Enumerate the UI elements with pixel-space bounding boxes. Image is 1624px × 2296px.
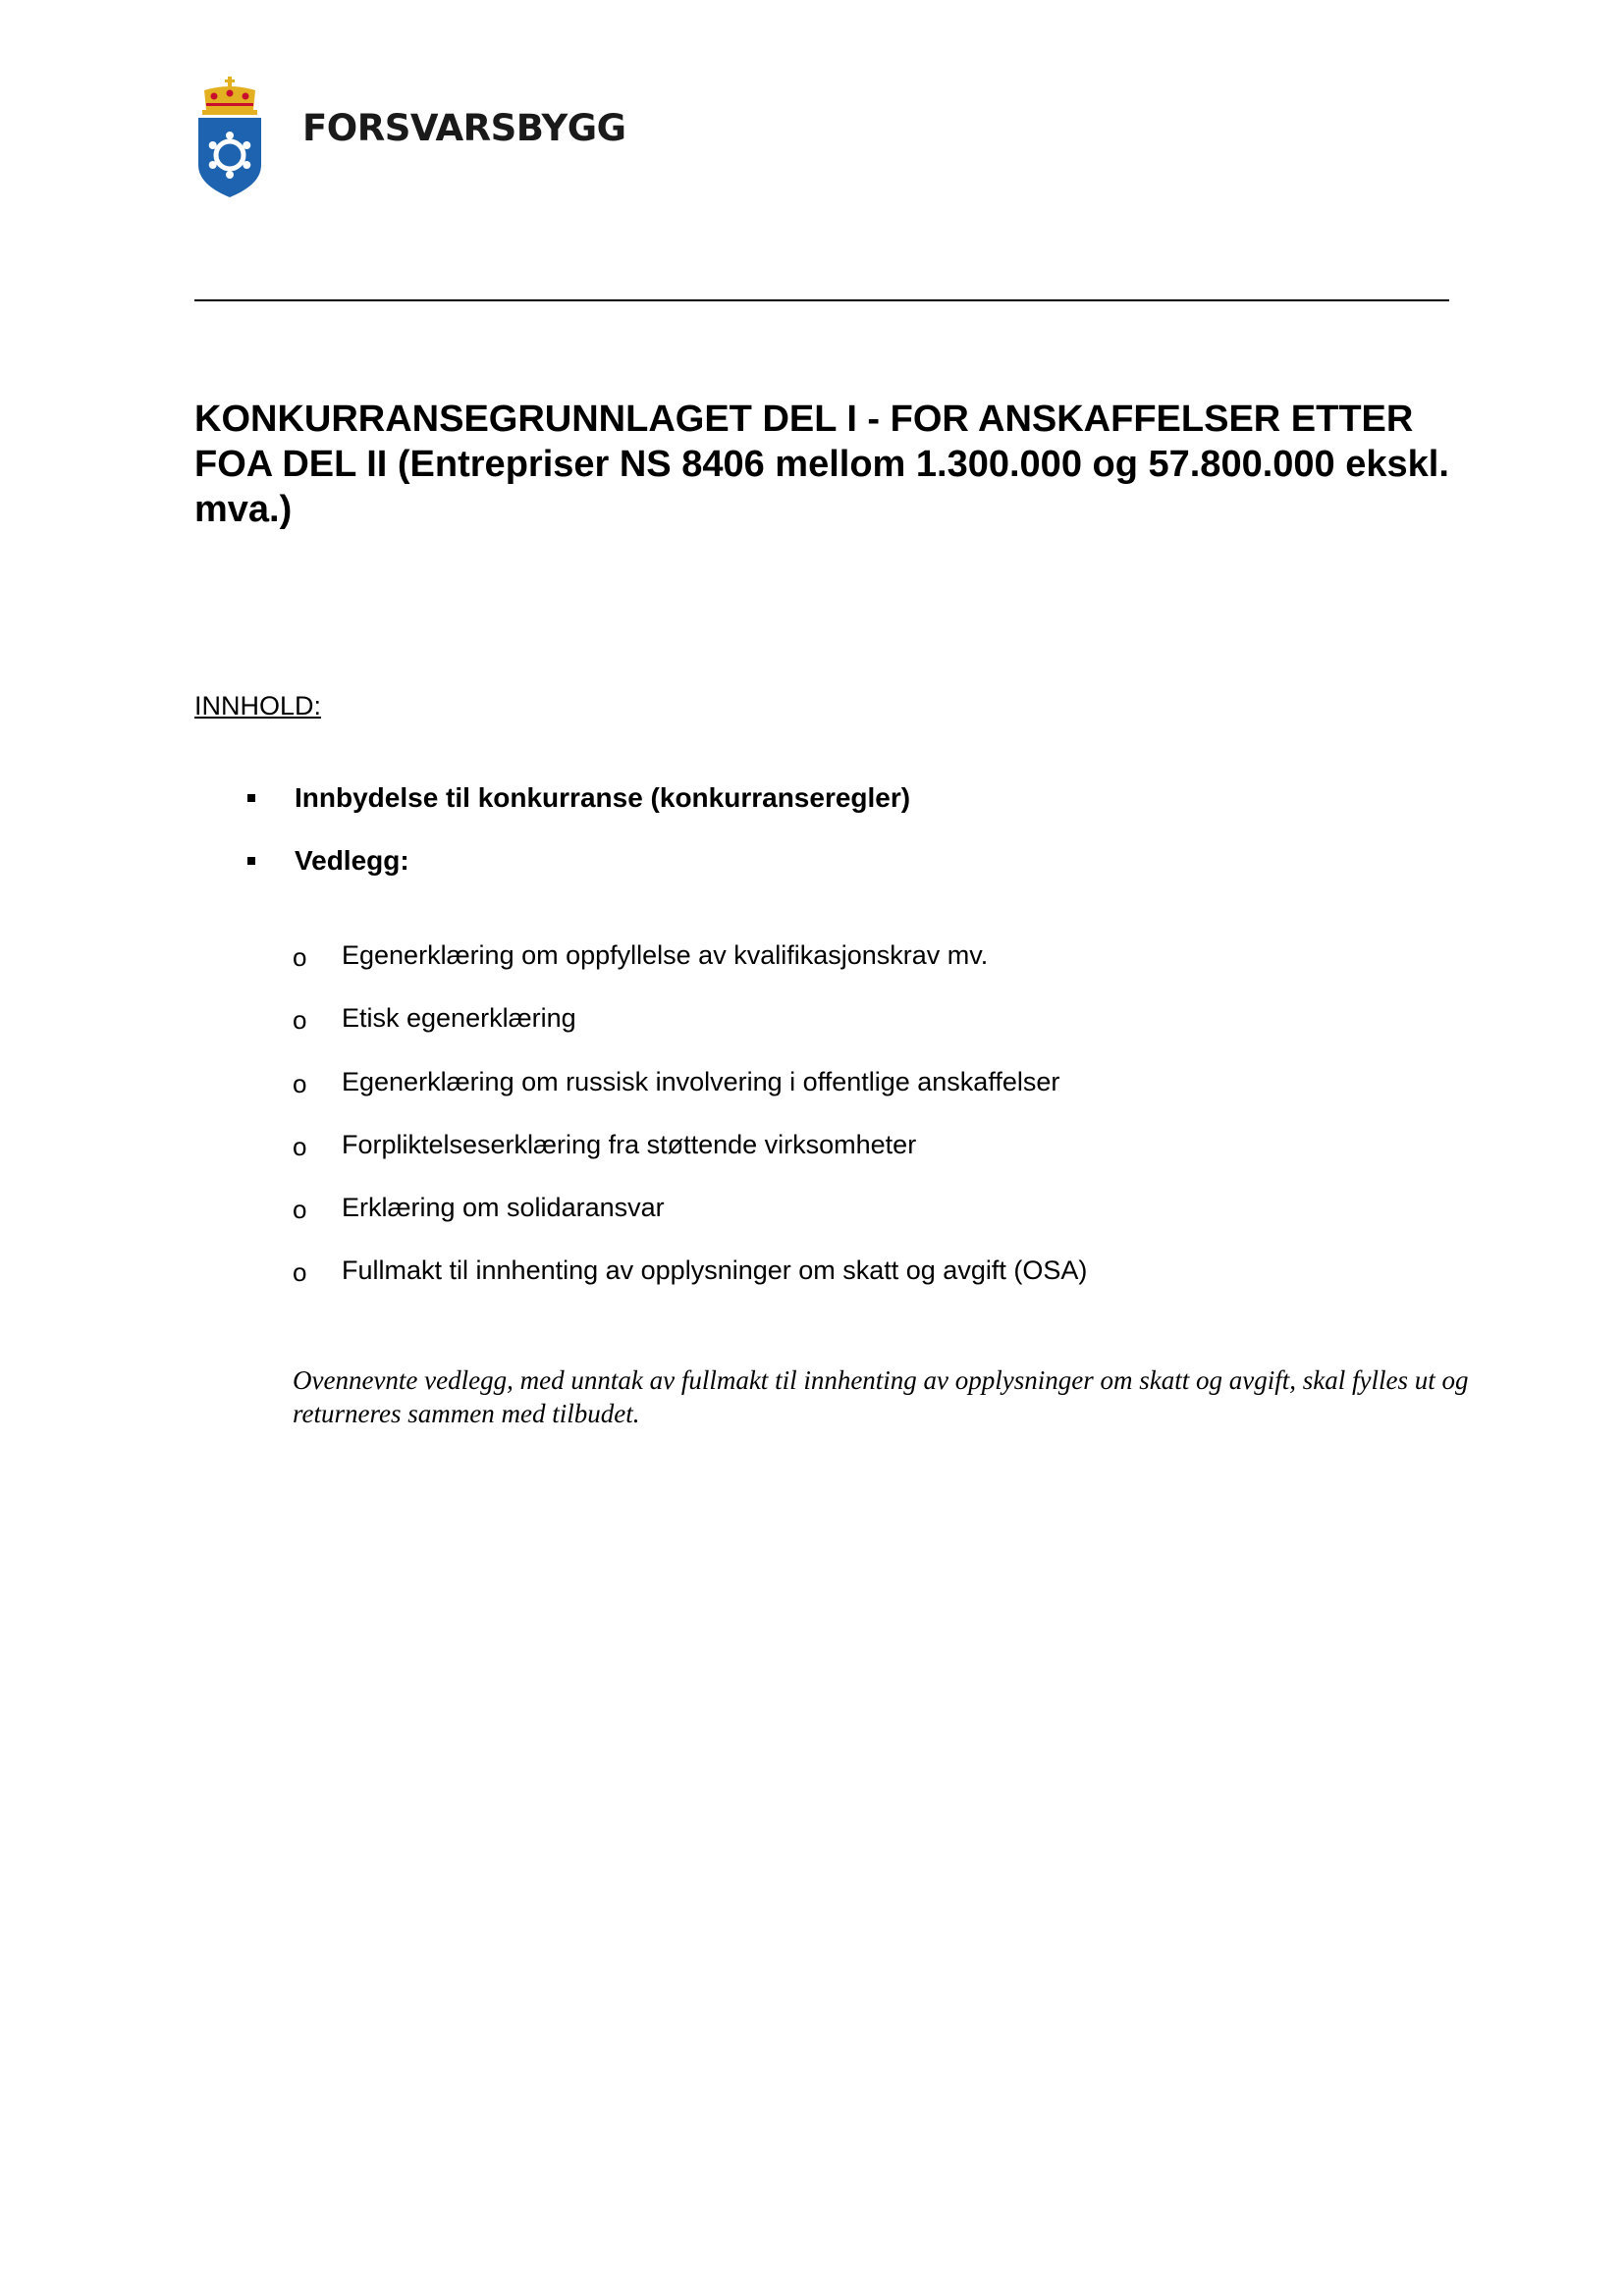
square-bullet-icon — [247, 794, 255, 802]
attachment-label: Fullmakt til innhenting av opplysninger om skatt og avgift (OSA) — [342, 1255, 1088, 1286]
document-title: KONKURRANSEGRUNNLAGET DEL I - FOR ANSKAFFELSER ETTER FOA DEL II (Entrepriser NS 8406 mellom 1.300.000 og 57.800.000 ekskl. mva.) — [194, 399, 1449, 530]
forsvarsbygg-crest-icon — [194, 77, 265, 199]
contents-item-label: Vedlegg: — [295, 845, 409, 876]
square-bullet-icon — [247, 857, 255, 865]
attachments-note: Ovennevnte vedlegg, med unntak av fullmakt til innhenting av opplysninger om skatt og avgift, skal fylles ut og returneres sammen med tilbudet. — [293, 1365, 1469, 1428]
circle-bullet-icon: o — [293, 1131, 307, 1161]
attachment-label: Erklæring om solidaransvar — [342, 1193, 665, 1223]
circle-bullet-icon: o — [293, 1005, 307, 1036]
brand-name: FORSVARSBYGG — [302, 107, 626, 149]
toc-heading: INNHOLD: — [194, 691, 322, 721]
contents-item-label: Innbydelse til konkurranse (konkurranseregler) — [295, 782, 911, 813]
circle-bullet-icon: o — [293, 1195, 307, 1225]
circle-bullet-icon: o — [293, 1257, 307, 1288]
circle-bullet-icon: o — [293, 1068, 307, 1098]
header-divider — [194, 299, 1449, 301]
attachment-label: Egenerklæring om oppfyllelse av kvalifikasjonskrav mv. — [342, 940, 989, 970]
attachment-label: Egenerklæring om russisk involvering i offentlige anskaffelser — [342, 1066, 1060, 1096]
attachment-label: Etisk egenerklæring — [342, 1003, 576, 1034]
circle-bullet-icon: o — [293, 942, 307, 972]
attachment-label: Forpliktelseserklæring fra støttende virksomheter — [342, 1129, 917, 1159]
